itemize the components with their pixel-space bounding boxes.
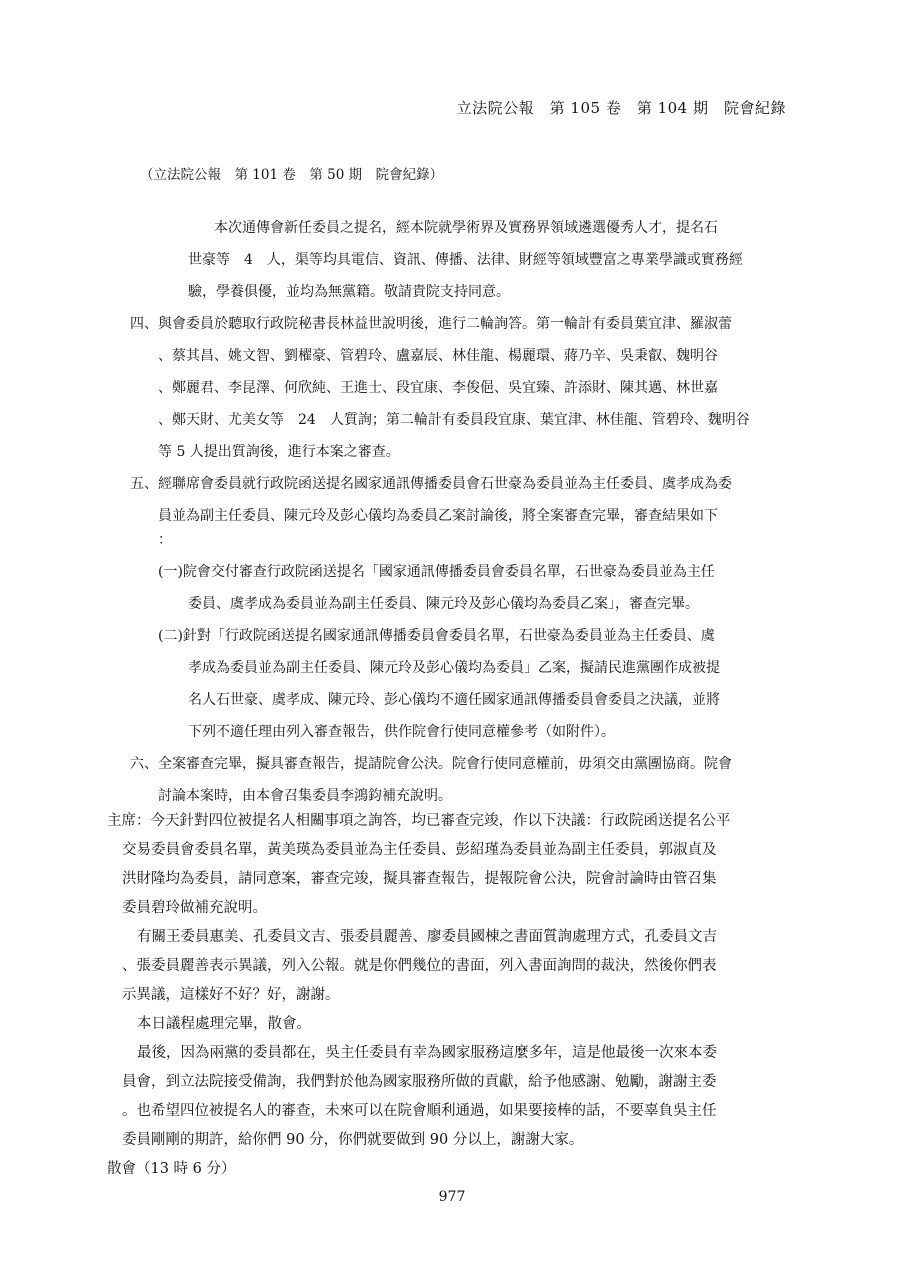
chair-line: 交易委員會委員名單，黃美瑛為委員並為主任委員、彭紹瑾為委員並為副主任委員，郭淑貞及 (122, 842, 717, 858)
intro-line: 世豪等 4 人，渠等均具電信、資訊、傳播、法律、財經等領域豐富之專業學識或實務經 (188, 252, 743, 268)
chair-para4-line: 。也希望四位被提名人的審查，未來可以在院會順利通過，如果要接棒的話，不要辜負吳主任 (122, 1103, 717, 1119)
item-4-line: 四、與會委員於聽取行政院秘書長林益世說明後，進行二輪詢答。第一輪計有委員葉宜津、羅淑蕾 (130, 316, 732, 332)
adjourn-line: 散會（13 時 6 分） (107, 1161, 236, 1177)
item-5-line: ： (158, 532, 172, 548)
chair-line: 主席：今天針對四位被提名人相關事項之詢答，均已審查完竣，作以下決議：行政院函送提名公平 (107, 813, 731, 829)
chair-para3-line: 本日議程處理完畢，散會。 (137, 1016, 311, 1032)
item-4-line: 、蔡其昌、姚文智、劉櫂豪、管碧玲、盧嘉辰、林佳龍、楊麗環、蔣乃辛、吳秉叡、魏明谷 (158, 348, 718, 364)
item-5-line: 員並為副主任委員、陳元玲及彭心儀均為委員乙案討論後，將全案審查完畢，審查結果如下 (158, 508, 718, 524)
journal-header: 立法院公報 第 105 卷 第 104 期 院會紀錄 (456, 99, 786, 117)
sub-1-line: (一)院會交付審查行政院函送提名「國家通訊傳播委員會委員名單，石世豪為委員並為主任 (158, 564, 715, 580)
chair-para4-line: 委員剛剛的期許，給你們 90 分，你們就要做到 90 分以上，謝謝大家。 (122, 1132, 584, 1148)
sub-2-line: (二)針對「行政院函送提名國家通訊傳播委員會委員名單，石世豪為委員並為主任委員、虞 (158, 628, 715, 644)
item-5-line: 五、經聯席會委員就行政院函送提名國家通訊傳播委員會石世豪為委員並為主任委員、虞孝成為委 (130, 476, 732, 492)
sub-2-line: 名人石世豪、虞孝成、陳元玲、彭心儀均不適任國家通訊傳播委員會委員之決議，並將 (188, 692, 720, 708)
citation: （立法院公報 第 101 卷 第 50 期 院會紀錄） (140, 167, 444, 183)
chair-para2-line: 、張委員麗善表示異議，列入公報。就是你們幾位的書面，列入書面詢問的裁決，然後你們表 (122, 958, 717, 974)
item-4-line: 、鄭麗君、李昆澤、何欣純、王進士、段宜康、李俊俋、吳宜臻、許添財、陳其邁、林世嘉 (158, 380, 718, 396)
chair-line: 洪財隆均為委員，請同意案，審查完竣，擬具審查報告，提報院會公決，院會討論時由管召集 (122, 871, 717, 887)
chair-para2-line: 示異議，這樣好不好？好，謝謝。 (122, 987, 340, 1003)
chair-line: 委員碧玲做補充說明。 (122, 900, 267, 916)
item-4-line: 等 5 人提出質詢後，進行本案之審查。 (158, 444, 400, 460)
chair-para4-line: 員會，到立法院接受備詢，我們對於他為國家服務所做的貢獻，給予他感謝、勉勵，謝謝主委 (122, 1074, 717, 1090)
chair-para2-line: 有關王委員惠美、孔委員文吉、張委員麗善、廖委員國棟之書面質詢處理方式，孔委員文吉 (137, 929, 717, 945)
chair-para4-line: 最後，因為兩黨的委員都在，吳主任委員有幸為國家服務這麼多年，這是他最後一次來本委 (137, 1045, 717, 1061)
intro-line: 本次通傳會新任委員之提名，經本院就學術界及實務界領域遴選優秀人才，提名石 (214, 220, 718, 236)
item-4-line: 、鄭天財、尤美女等 24 人質詢；第二輪計有委員段宜康、葉宜津、林佳龍、管碧玲、魏明谷 (158, 412, 750, 428)
item-6-line: 討論本案時，由本會召集委員李鴻鈞補充說明。 (158, 788, 452, 804)
page-number: 977 (438, 1189, 466, 1205)
sub-2-line: 下列不適任理由列入審查報告，供作院會行使同意權參考（如附件）。 (188, 724, 615, 740)
item-6-line: 六、全案審查完畢，擬具審查報告，提請院會公決。院會行使同意權前，毋須交由黨團協商。院會 (130, 756, 732, 772)
intro-line: 驗，學養俱優，並均為無黨籍。敬請貴院支持同意。 (188, 284, 510, 300)
sub-1-line: 委員、虞孝成為委員並為副主任委員、陳元玲及彭心儀均為委員乙案」，審查完畢。 (188, 596, 699, 612)
sub-2-line: 孝成為委員並為副主任委員、陳元玲及彭心儀均為委員」乙案，擬請民進黨團作成被提 (188, 660, 720, 676)
